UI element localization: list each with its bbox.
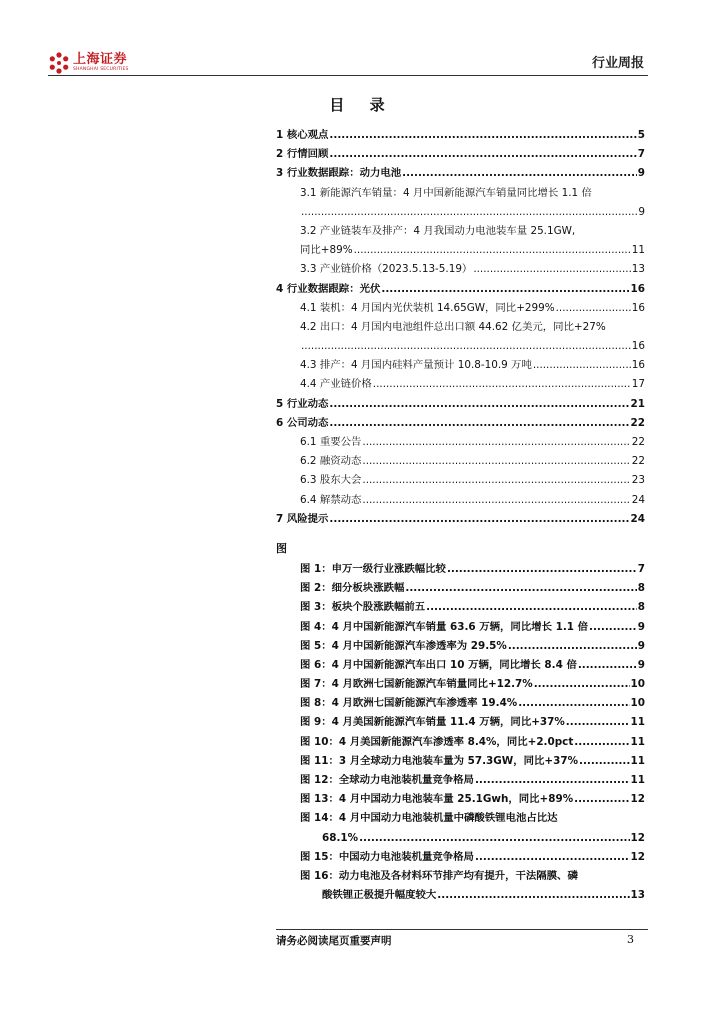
figure-entry[interactable]: 图 2：细分板块涨跌幅 ..... 8 bbox=[276, 579, 645, 598]
toc-entry[interactable]: 4.1 装机：4 月国内光伏装机 14.65GW，同比+299% ..... 16 bbox=[276, 299, 645, 318]
toc-entry[interactable]: 1 核心观点 ..... 5 bbox=[276, 126, 645, 145]
toc-entry[interactable]: 3.3 产业链价格（2023.5.13-5.19） ..... 13 bbox=[276, 260, 645, 279]
figure-entry[interactable]: 图 9：4 月美国新能源汽车销量 11.4 万辆，同比+37% ..... 11 bbox=[276, 714, 645, 733]
toc-entry[interactable]: 3 行业数据跟踪：动力电池 ..... 9 bbox=[276, 164, 645, 183]
logo-subtext: SHANGHAI SECURITIES bbox=[73, 67, 129, 72]
figure-entry[interactable]: 图 8：4 月欧洲七国新能源汽车渗透率 19.4% ..... 10 bbox=[276, 694, 645, 713]
figures-heading: 图 bbox=[276, 542, 287, 555]
toc-title: 目 录 bbox=[329, 96, 395, 114]
figure-entry[interactable]: 图 5：4 月中国新能源汽车渗透率为 29.5% ..... 9 bbox=[276, 637, 645, 656]
document-type: 行业周报 bbox=[591, 56, 644, 71]
toc-entry[interactable]: 7 风险提示 ..... 24 bbox=[276, 510, 645, 529]
toc-entry[interactable]: 3.2 产业链装车及排产：4 月我国动力电池装车量 25.1GW, 同比+89% ..... 11 bbox=[276, 222, 645, 260]
figure-entry[interactable]: 图 16：动力电池及各材料环节排产均有提升，干法隔膜、磷 酸铁锂正极提升幅度较大 ..... 13 bbox=[276, 867, 645, 905]
figure-entry[interactable]: 图 7：4 月欧洲七国新能源汽车销量同比+12.7% ..... 10 bbox=[276, 675, 645, 694]
toc-entry[interactable]: 5 行业动态 ..... 21 bbox=[276, 395, 645, 414]
toc-entry[interactable]: 6.4 解禁动态 ..... 24 bbox=[276, 491, 645, 510]
page-number: 3 bbox=[627, 933, 634, 946]
toc-entry[interactable]: 4.3 排产：4 月国内硅料产量预计 10.8-10.9 万吨 ..... 16 bbox=[276, 356, 645, 375]
figure-entry[interactable]: 图 15：中国动力电池装机量竞争格局 ..... 12 bbox=[276, 848, 645, 867]
header-divider bbox=[48, 75, 648, 76]
toc-entry[interactable]: 6.3 股东大会 ..... 23 bbox=[276, 471, 645, 490]
toc-entry[interactable]: 6.1 重要公告 ..... 22 bbox=[276, 433, 645, 452]
toc-entry[interactable]: 4.4 产业链价格 ..... 17 bbox=[276, 375, 645, 394]
figure-entry[interactable]: 图 6：4 月中国新能源汽车出口 10 万辆，同比增长 8.4 倍 ..... 9 bbox=[276, 656, 645, 675]
logo-mark-icon bbox=[48, 52, 70, 74]
figure-entry[interactable]: 图 11：3 月全球动力电池装车量为 57.3GW，同比+37% ..... 11 bbox=[276, 752, 645, 771]
list-of-figures bbox=[276, 560, 645, 905]
figure-entry[interactable]: 图 14：4 月中国动力电池装机量中磷酸铁锂电池占比达 68.1% ..... 12 bbox=[276, 809, 645, 847]
figure-entry[interactable]: 图 12：全球动力电池装机量竞争格局 ..... 11 bbox=[276, 771, 645, 790]
disclaimer-notice: 请务必阅读尾页重要声明 bbox=[276, 935, 392, 947]
toc-entry[interactable]: 2 行情回顾 ..... 7 bbox=[276, 145, 645, 164]
figure-entry[interactable]: 图 1：申万一级行业涨跌幅比较 ..... 7 bbox=[276, 560, 645, 579]
table-of-contents bbox=[276, 126, 645, 529]
figure-entry[interactable]: 图 4：4 月中国新能源汽车销量 63.6 万辆，同比增长 1.1 倍 ..... 9 bbox=[276, 618, 645, 637]
toc-entry[interactable]: 4 行业数据跟踪：光伏 ..... 16 bbox=[276, 280, 645, 299]
figure-entry[interactable]: 图 3：板块个股涨跌幅前五 ..... 8 bbox=[276, 598, 645, 617]
footer-divider bbox=[276, 929, 648, 930]
page-header bbox=[48, 50, 648, 78]
toc-entry[interactable]: 6.2 融资动态 ..... 22 bbox=[276, 452, 645, 471]
figure-entry[interactable]: 图 13：4 月中国动力电池装车量 25.1Gwh，同比+89% ..... 12 bbox=[276, 790, 645, 809]
toc-entry[interactable]: 4.2 出口：4 月国内电池组件总出口额 44.62 亿美元，同比+27% ..... 16 bbox=[276, 318, 645, 356]
brand-logo bbox=[48, 52, 129, 74]
figure-entry[interactable]: 图 10：4 月美国新能源汽车渗透率 8.4%，同比+2.0pct ..... 11 bbox=[276, 733, 645, 752]
toc-entry[interactable]: 3.1 新能源汽车销量：4 月中国新能源汽车销量同比增长 1.1 倍 ..... 9 bbox=[276, 184, 645, 222]
toc-entry[interactable]: 6 公司动态 ..... 22 bbox=[276, 414, 645, 433]
logo-text: 上海证券 bbox=[73, 52, 128, 67]
